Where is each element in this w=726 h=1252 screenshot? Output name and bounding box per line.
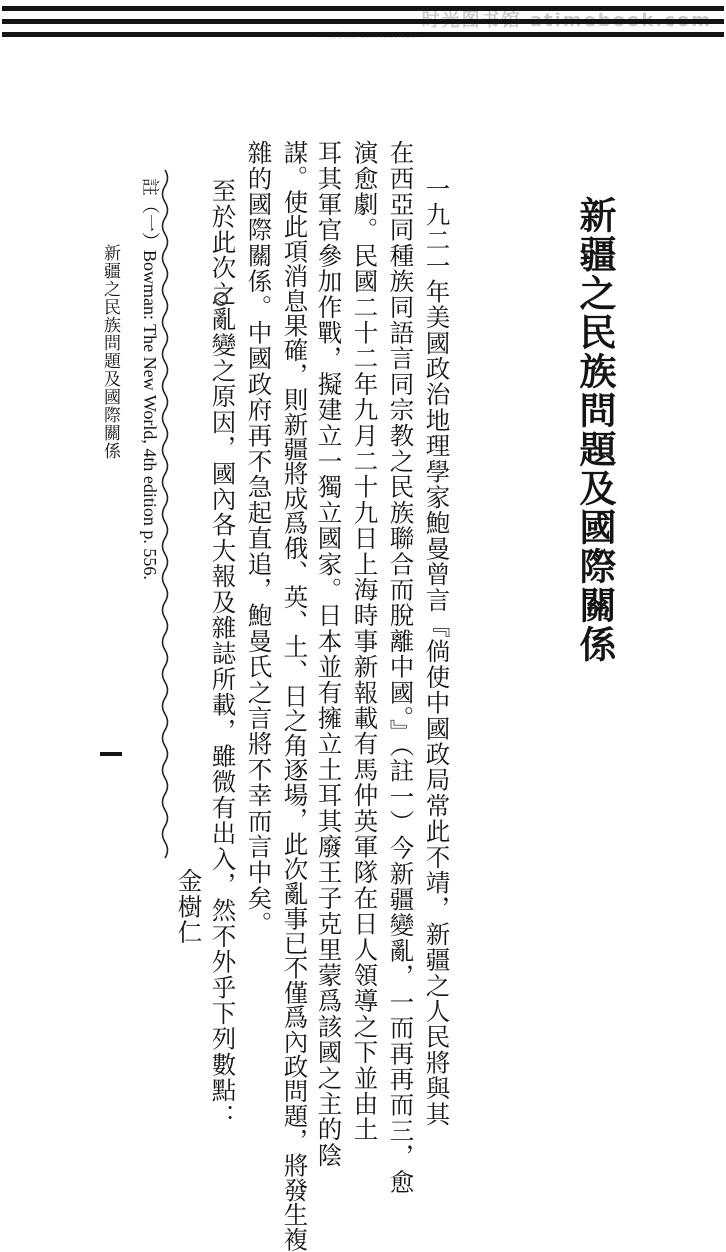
body-column-7: 至於此次之亂變之原因，國內各大報及雜誌所載，雖微有出入，然不外乎下列數點： xyxy=(208,178,238,1129)
margin-mark xyxy=(214,292,228,306)
running-title: 新疆之民族問題及國際關係 xyxy=(100,244,120,460)
body-column-3: 演愈劇。民國二十二年九月二十九日上海時事新報載有馬仲英軍隊在日人領導之下並由土 xyxy=(350,140,380,1143)
body-column-2: 在西亞同種族同語言同宗教之民族聯合而脫離中國。』（註一）今新疆變亂，一而再再而三，愈 xyxy=(386,140,416,1195)
page-title: 新疆之民族問題及國際關係 xyxy=(573,196,617,664)
page-number xyxy=(100,752,122,756)
body-column-5: 謀。使此項消息果確，則新疆將成爲俄、英、土、日之角逐場，此次亂事已不僅爲內政問題，將發生複 xyxy=(280,140,310,1252)
body-column-4: 耳其軍官參加作戰，擬建立一獨立國家。日本並有擁立土耳其廢王子克里蒙爲該國之主的陰 xyxy=(314,140,344,1168)
section-number xyxy=(0,0,30,44)
body-column-8: 金樹仁 xyxy=(174,868,204,946)
body-column-1: 一九二一年美國政治地理學家鮑曼曾言『倘使中國政局常此不靖，新疆之人民將與其 xyxy=(422,176,452,1127)
body-column-6: 雜的國際關係。中國政府再不急起直追，鮑曼氏之言將不幸而言中矣。 xyxy=(244,140,274,937)
footnote: 註（一）Bowman: The New World, 4th edition p. 556. xyxy=(140,178,160,580)
